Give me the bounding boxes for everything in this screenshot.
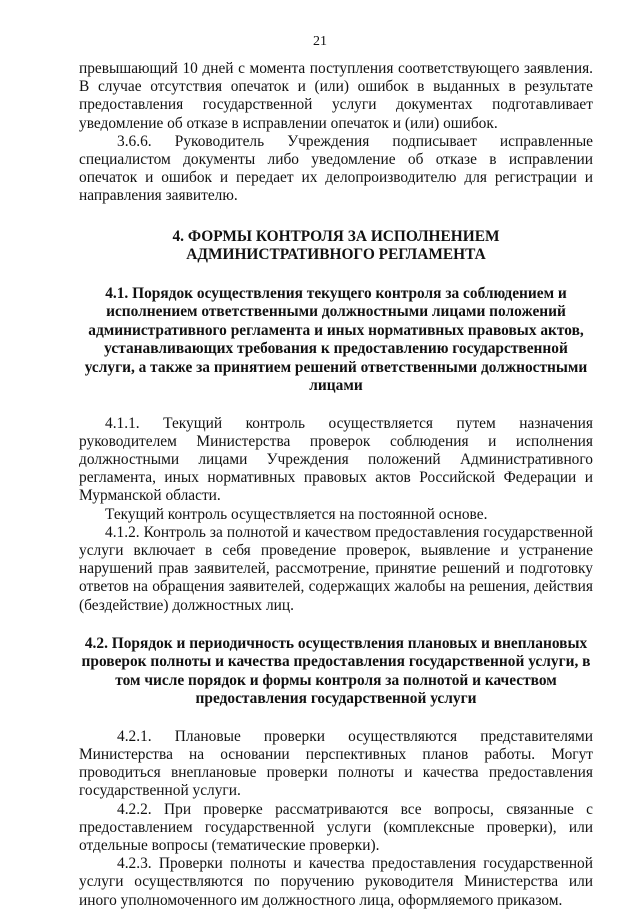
subsection-heading-4-2: 4.2. Порядок и периодичность осуществления плановых и внеплановых проверок полноты и качества предоставления государственной услуги, в том числе порядок и формы контроля за полнотой и качеством предоставления государственной услуги xyxy=(81,634,591,708)
paragraph-4-1-2: 4.1.2. Контроль за полнотой и качеством предоставления государственной услуги включает в себя проведение проверок, выявление и устранение нарушений прав заявителей, рассмотрение, принятие решений и подготовку ответов на обращения заявителей, содержащих жалобы на решения, действия (бездействие) должностных лиц. xyxy=(79,523,593,614)
document-body xyxy=(79,60,593,910)
subsection-heading-4-1: 4.1. Порядок осуществления текущего контроля за соблюдением и исполнением ответственными должностными лицами положений административного регламента и иных нормативных правовых актов, устанавливающих требования к предоставлению государственной услуги, а также за принятием решений ответственными должностными лицами xyxy=(84,284,588,395)
paragraph-4-1-1: 4.1.1. Текущий контроль осуществляется путем назначения руководителем Министерства проверок соблюдения и исполнения должностными лицами Учреждения положений Административного регламента, иных нормативных правовых актов Российской Федерации и Мурманской области. xyxy=(79,414,593,505)
paragraph-current-control: Текущий контроль осуществляется на постоянной основе. xyxy=(105,505,488,523)
paragraph-4-2-3: 4.2.3. Проверки полноты и качества предоставления государственной услуги осуществляются по поручению руководителя Министерства или иного уполномоченного им должностного лица, оформляемого приказом. xyxy=(79,855,593,909)
paragraph-3-6-6: 3.6.6. Руководитель Учреждения подписывает исправленные специалистом документы либо уведомление об отказе в исправлении опечаток и ошибок и передает их делопроизводителю для регистрации и направления заявителю. xyxy=(79,132,593,205)
paragraph-continuation: превышающий 10 дней с момента поступления соответствующего заявления. В случае отсутствия опечаток и (или) ошибок в выданных в результате предоставления государственной услуги документах подготавливает уведомление об отказе в исправлении опечаток и (или) ошибок. xyxy=(79,60,593,132)
page-number: 21 xyxy=(313,34,327,49)
paragraph-4-2-2: 4.2.2. При проверке рассматриваются все вопросы, связанные с предоставлением государственной услуги (комплексные проверки), или отдельные вопросы (тематические проверки). xyxy=(79,800,593,855)
paragraph-4-2-1: 4.2.1. Плановые проверки осуществляются представителями Министерства на основании перспективных планов работы. Могут проводиться внеплановые проверки полноты и качества предоставления государственной услуги. xyxy=(79,727,593,800)
section-heading-4: 4. ФОРМЫ КОНТРОЛЯ ЗА ИСПОЛНЕНИЕМ АДМИНИСТРАТИВНОГО РЕГЛАМЕНТА xyxy=(172,227,500,264)
